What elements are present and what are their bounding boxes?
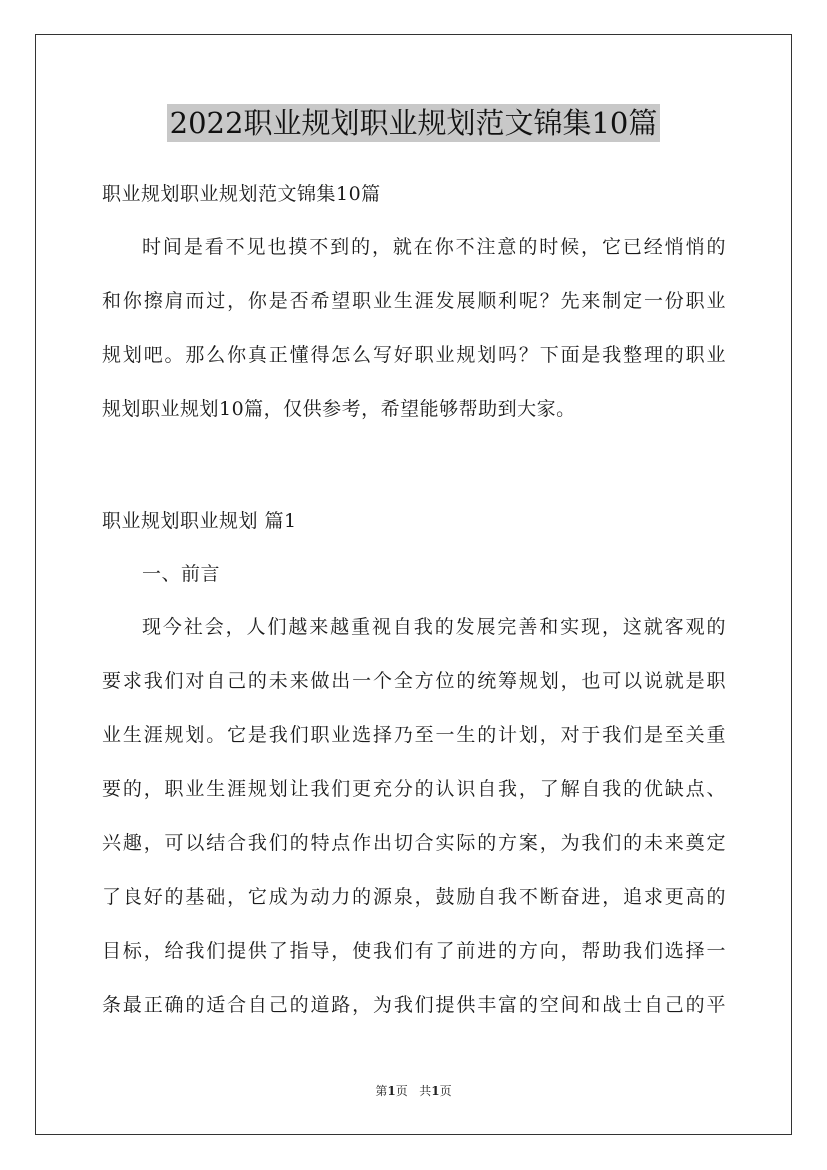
total-prefix: 共	[419, 1084, 432, 1098]
body-line: 业生涯规划。它是我们职业选择乃至一生的计划，对于我们是至关重	[102, 724, 726, 746]
intro-line: 时间是看不见也摸不到的，就在你不注意的时候，它已经悄悄的	[142, 236, 726, 258]
intro-paragraph	[102, 234, 726, 450]
total-suffix: 页	[439, 1084, 452, 1098]
body-line: 目标，给我们提供了指导，使我们有了前进的方向，帮助我们选择一	[102, 940, 726, 962]
page-footer	[0, 1083, 827, 1099]
body-line: 条最正确的适合自己的道路，为我们提供丰富的空间和战士自己的平	[102, 994, 726, 1016]
title-container	[0, 104, 827, 142]
intro-line: 规划职业规划10篇，仅供参考，希望能够帮助到大家。	[102, 398, 576, 420]
total-pages: 1	[431, 1084, 440, 1098]
body-paragraph	[102, 614, 726, 1046]
document-title: 2022职业规划职业规划范文锦集10篇	[167, 104, 661, 142]
section-heading: 职业规划职业规划 篇1	[102, 510, 297, 532]
body-line: 兴趣，可以结合我们的特点作出切合实际的方案，为我们的未来奠定	[102, 832, 726, 854]
body-line: 现今社会，人们越来越重视自我的发展完善和实现，这就客观的	[142, 616, 726, 638]
document-subtitle: 职业规划职业规划范文锦集10篇	[102, 183, 381, 205]
page-suffix: 页	[395, 1084, 408, 1098]
body-line: 要求我们对自己的未来做出一个全方位的统筹规划，也可以说就是职	[102, 670, 726, 692]
page-number: 1	[387, 1084, 396, 1098]
intro-line: 和你擦肩而过，你是否希望职业生涯发展顺利呢？先来制定一份职业	[102, 290, 726, 312]
intro-line: 规划吧。那么你真正懂得怎么写好职业规划吗？下面是我整理的职业	[102, 344, 726, 366]
page-prefix: 第	[375, 1084, 388, 1098]
body-line: 要的，职业生涯规划让我们更充分的认识自我，了解自我的优缺点、	[102, 778, 726, 800]
body-line: 了良好的基础，它成为动力的源泉，鼓励自我不断奋进，追求更高的	[102, 886, 726, 908]
subsection-heading: 一、前言	[142, 563, 221, 585]
